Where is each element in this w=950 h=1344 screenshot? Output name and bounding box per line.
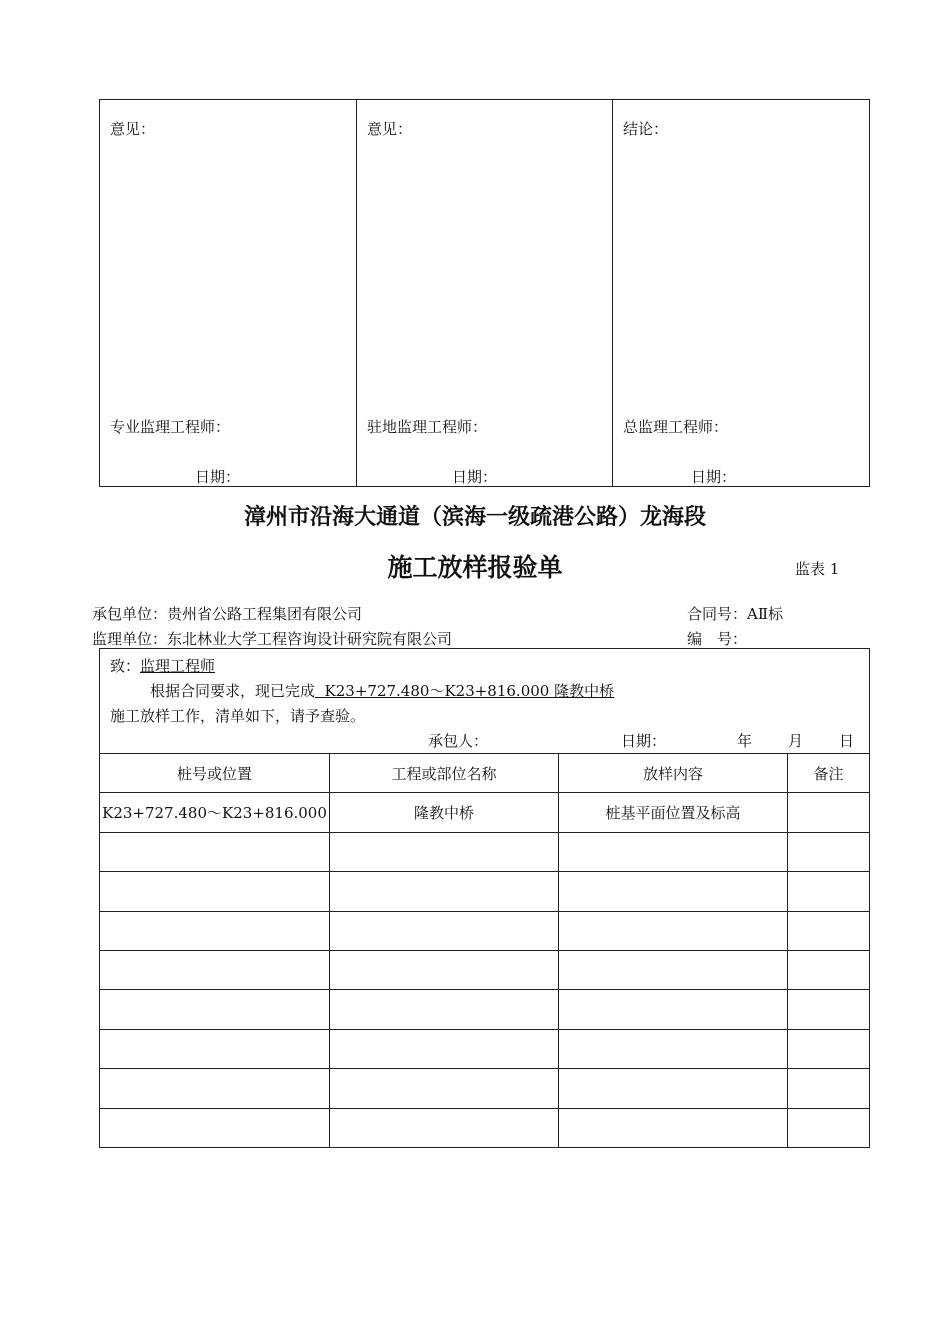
addressee: 监理工程师 — [140, 657, 216, 675]
notice-body-prefix: 根据合同要求，现已完成 — [150, 682, 316, 700]
date-label: 日期： — [691, 468, 737, 486]
cell-station — [100, 990, 330, 1028]
signer-label: 承包人： — [428, 732, 489, 750]
notice-section — [100, 649, 869, 754]
cell-station — [100, 1069, 330, 1107]
notice-body-line — [150, 680, 614, 701]
cell-work-name — [330, 1109, 559, 1148]
cell-stakeout-content: 桩基平面位置及标高 — [559, 793, 788, 831]
resident-engineer-label: 驻地监理工程师： — [367, 418, 488, 436]
table-row — [100, 1030, 869, 1069]
day-label: 日 — [839, 732, 855, 750]
cell-station: K23+727.480～K23+816.000 — [100, 793, 330, 831]
form-title: 施工放样报验单 — [387, 553, 563, 582]
table-row — [100, 990, 869, 1029]
cell-work-name — [330, 951, 559, 989]
cell-remarks — [788, 912, 869, 950]
table-header-row — [100, 754, 869, 793]
cell-stakeout-content — [559, 1069, 788, 1107]
contract-number: 合同号：AⅡ标 — [687, 605, 784, 623]
cell-station — [100, 1030, 330, 1068]
cell-stakeout-content — [559, 833, 788, 871]
opinion-label: 意见： — [110, 120, 156, 138]
form-code: 监表 1 — [795, 560, 840, 578]
table-row — [100, 1109, 869, 1148]
project-title: 漳州市沿海大通道（滨海一级疏港公路）龙海段 — [243, 505, 706, 530]
table-row — [100, 1069, 869, 1108]
cell-remarks — [788, 951, 869, 989]
table-row — [100, 872, 869, 911]
notice-date-label: 日期： — [621, 732, 667, 750]
cell-remarks — [788, 1109, 869, 1148]
cell-remarks — [788, 990, 869, 1028]
cell-remarks — [788, 1030, 869, 1068]
cell-station — [100, 912, 330, 950]
cell-work-name: 隆教中桥 — [330, 793, 559, 831]
cell-work-name — [330, 1030, 559, 1068]
year-label: 年 — [737, 732, 753, 750]
header-station: 桩号或位置 — [100, 754, 330, 792]
cell-remarks — [788, 872, 869, 910]
serial-number: 编 号： — [687, 630, 748, 648]
supervisor-info: 监理单位：东北林业大学工程咨询设计研究院有限公司 — [92, 630, 453, 648]
inspection-form — [99, 648, 870, 1148]
header-stakeout-content: 放样内容 — [559, 754, 788, 792]
opinion-column-specialist — [100, 100, 357, 486]
date-label: 日期： — [452, 468, 498, 486]
cell-work-name — [330, 833, 559, 871]
chief-engineer-label: 总监理工程师： — [623, 418, 729, 436]
header-work-name: 工程或部位名称 — [330, 754, 559, 792]
header-remarks: 备注 — [813, 764, 844, 783]
addressee-prefix: 致： — [110, 657, 141, 675]
completed-item: K23+727.480～K23+816.000 隆教中桥 — [315, 682, 615, 700]
conclusion-label: 结论： — [623, 120, 669, 138]
opinion-label: 意见： — [367, 120, 413, 138]
cell-station — [100, 872, 330, 910]
month-label: 月 — [788, 732, 804, 750]
cell-stakeout-content — [559, 912, 788, 950]
cell-work-name — [330, 872, 559, 910]
opinion-column-resident — [357, 100, 613, 486]
table-row — [100, 912, 869, 951]
cell-stakeout-content — [559, 951, 788, 989]
cell-remarks — [788, 833, 869, 871]
cell-stakeout-content — [559, 1030, 788, 1068]
opinion-table — [99, 99, 870, 487]
table-row — [100, 951, 869, 990]
stakeout-table — [100, 754, 869, 1148]
cell-remarks — [788, 793, 869, 831]
notice-body-rest: 施工放样工作，清单如下，请予查验。 — [110, 707, 366, 725]
cell-remarks — [788, 1069, 869, 1107]
table-row — [100, 833, 869, 872]
specialist-engineer-label: 专业监理工程师： — [110, 418, 231, 436]
cell-station — [100, 951, 330, 989]
cell-stakeout-content — [559, 990, 788, 1028]
table-row — [100, 793, 869, 832]
cell-station — [100, 1109, 330, 1148]
opinion-column-chief — [613, 100, 869, 486]
cell-work-name — [330, 912, 559, 950]
cell-work-name — [330, 990, 559, 1028]
date-label: 日期： — [195, 468, 241, 486]
cell-stakeout-content — [559, 872, 788, 910]
contractor-info: 承包单位：贵州省公路工程集团有限公司 — [92, 605, 363, 623]
addressee-line — [110, 655, 215, 676]
cell-work-name — [330, 1069, 559, 1107]
cell-station — [100, 833, 330, 871]
cell-stakeout-content — [559, 1109, 788, 1148]
